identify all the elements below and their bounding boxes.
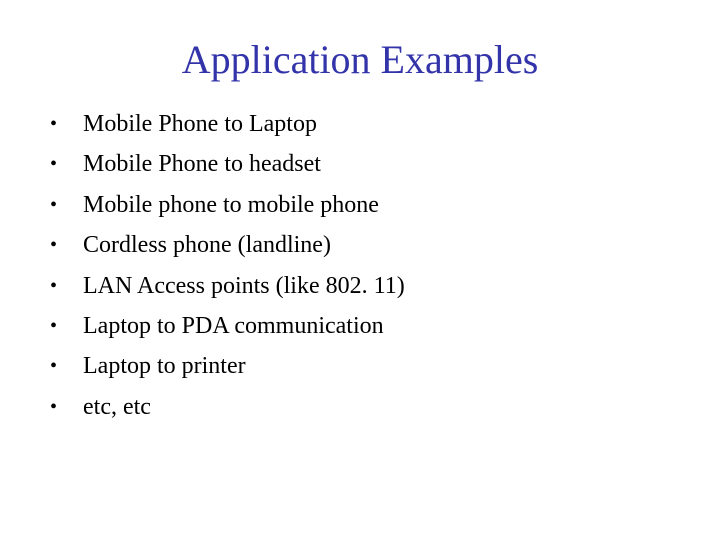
bullet-icon: • <box>50 234 58 257</box>
slide-title: Application Examples <box>181 37 539 82</box>
bullet-icon: • <box>50 274 58 297</box>
bullet-text: etc, etc <box>83 393 151 420</box>
bullet-icon: • <box>50 113 58 135</box>
bullet-icon: • <box>50 314 58 337</box>
list-item <box>0 306 720 346</box>
list-item <box>0 346 720 386</box>
bullet-icon: • <box>50 395 58 418</box>
list-item <box>0 104 720 144</box>
bullet-text: Mobile Phone to headset <box>83 151 321 178</box>
bullet-icon: • <box>50 355 58 378</box>
bullet-list <box>0 104 720 427</box>
list-item <box>0 225 720 265</box>
bullet-text: LAN Access points (like 802. 11) <box>83 272 405 299</box>
bullet-text: Mobile phone to mobile phone <box>83 191 379 218</box>
bullet-icon: • <box>50 193 58 216</box>
bullet-text: Cordless phone (landline) <box>83 232 331 259</box>
list-item <box>0 185 720 225</box>
list-item <box>0 144 720 184</box>
list-item <box>0 266 720 306</box>
bullet-text: Mobile Phone to Laptop <box>83 111 317 137</box>
bullet-text: Laptop to printer <box>83 353 246 380</box>
list-item <box>0 387 720 427</box>
bullet-text: Laptop to PDA communication <box>83 312 384 339</box>
bullet-icon: • <box>50 153 58 176</box>
